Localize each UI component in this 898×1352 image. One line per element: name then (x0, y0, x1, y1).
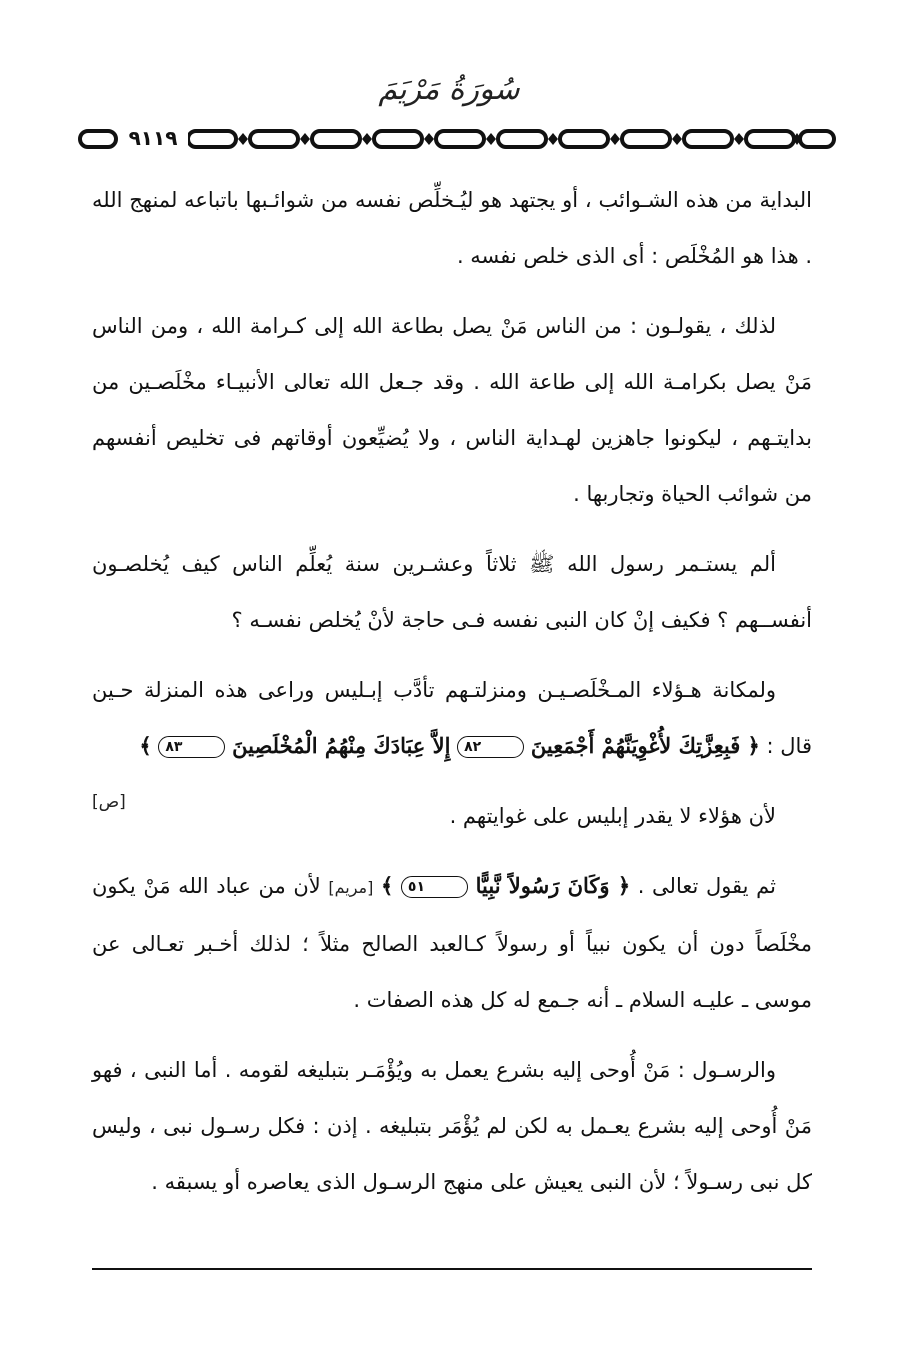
main-text (92, 172, 812, 1224)
ayah-number-51: ٥١ (401, 876, 468, 898)
quran-verse-b: إِلاَّ عِبَادَكَ مِنْهُمُ الْمُخْلَصِينَ (232, 733, 451, 758)
quran-verse-a: ﴿ فَبِعِزَّتِكَ لأُغْوِيَنَّهُمْ أَجْمَعِينَ (530, 733, 760, 758)
surah-reference-sad: [ص] (92, 792, 126, 812)
quran-verse-c: ﴿ وَكَانَ رَسُولاً نَّبِيًّا (475, 873, 631, 898)
paragraph-6 (92, 858, 812, 1028)
ayah-number-82: ٨٢ (457, 736, 524, 758)
paragraph-5: لأن هؤلاء لا يقدر إبليس على غوايتهم . (449, 804, 776, 828)
quran-verse-c-close: ﴾ (380, 873, 394, 898)
surah-title: سُورَةُ مَرْيَمَ (378, 72, 520, 107)
paragraph-1: البداية من هذه الشـوائب ، أو يجتهد هو ليُـخلِّص نفسه من شوائـبها باتباعه لمنهج الله . هذا هو المُخْلَص : أى الذى خلص نفسه . (92, 188, 812, 268)
paragraph-4-intro: ولمكانة هـؤلاء المـخْلَصـيـن ومنزلتـهم تأدَّب إبـليس وراعى هذه المنزلة حـين قال : (92, 678, 812, 758)
header-ornament-border (78, 124, 838, 154)
surah-reference-maryam: [مريم] (328, 878, 374, 897)
page-number: ٩١١٩ (118, 124, 188, 152)
paragraph-2: لذلك ، يقولـون : من الناس مَنْ يصل بطاعة الله إلى كـرامة الله ، ومن الناس مَنْ يصل بكرامـة الله إلى طاعة الله . وقد جـعل الله تعالى الأنبيـاء مخْلَصـين من بدايتـهم ، ليكونوا جاهزين لهـداية الناس ، ولا يُضيِّعون أوقاتهم فى تخليص أنفسهم من شوائب الحياة وتجاربها . (92, 314, 812, 506)
paragraph-6-rest: لأن من عباد الله مَنْ يكون مخْلَصاً دون أن يكون نبياً أو رسولاً كـالعبد الصالح مثلاً ؛ لذلك أخـبر تعـالى عن موسى ـ عليـه السلام ـ أنه جـمع له كل هذه الصفات . (92, 874, 812, 1012)
paragraph-4 (92, 662, 812, 812)
footer-rule (92, 1268, 812, 1270)
ayah-number-83: ٨٣ (158, 736, 225, 758)
quran-verse-close: ﴾ (139, 733, 152, 758)
paragraph-7: والرسـول : مَنْ أُوحى إليه بشرع يعمل به ويُؤْمَـر بتبليغه لقومه . أما النبى ، فهو مَنْ أُوحى إليه بشرع يعـمل به لكن لم يُؤْمَر بتبليغه . إذن : فكل رسـول نبى ، وليس كل نبى رسـولاً ؛ لأن النبى يعيش على منهج الرسـول الذى يعاصره أو يسبقه . (92, 1058, 812, 1194)
paragraph-3: ألم يستـمر رسول الله ﷺ ثلاثاً وعشـرين سنة يُعلِّم الناس كيف يُخلصـون أنفســهم ؟ فكيف إنْ كان النبى نفسه فـى حاجة لأنْ يُخلص نفسـه ؟ (92, 552, 812, 632)
paragraph-6-intro: ثم يقول تعالى . (637, 874, 776, 898)
